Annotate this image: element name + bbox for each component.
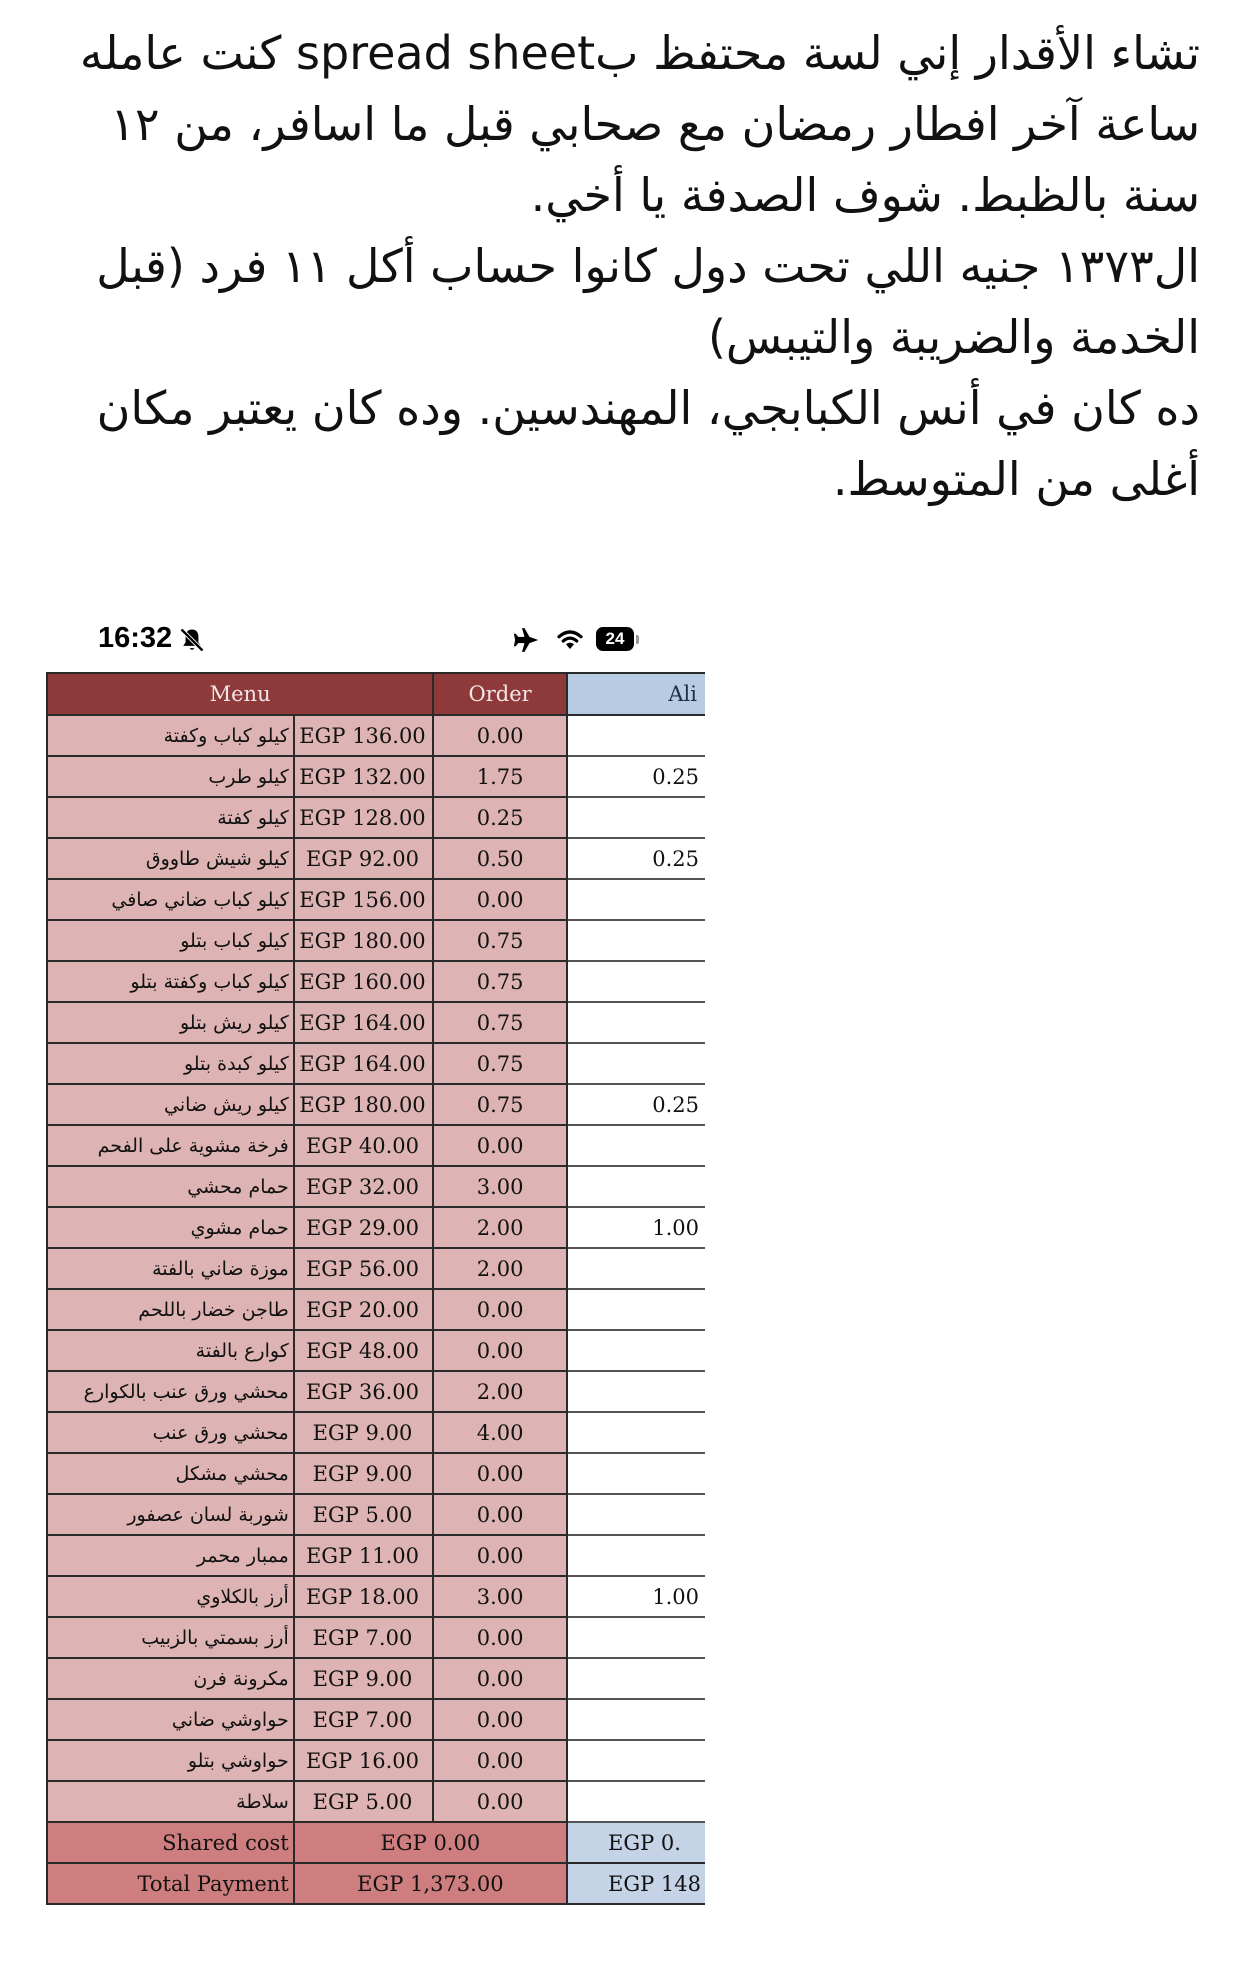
ali-quantity[interactable] xyxy=(567,1535,705,1576)
ali-quantity[interactable]: 1.00 xyxy=(567,1576,705,1617)
order-quantity[interactable]: 0.00 xyxy=(433,1289,567,1330)
menu-item-price[interactable]: EGP 9.00 xyxy=(294,1453,433,1494)
menu-item-name[interactable]: كيلو ريش بتلو xyxy=(47,1002,294,1043)
table-row xyxy=(47,1371,705,1412)
menu-item-name[interactable]: أرز بالكلاوي xyxy=(47,1576,294,1617)
menu-item-name[interactable]: كيلو طرب xyxy=(47,756,294,797)
ali-quantity[interactable] xyxy=(567,1166,705,1207)
menu-item-price[interactable]: EGP 36.00 xyxy=(294,1371,433,1412)
menu-item-price[interactable]: EGP 20.00 xyxy=(294,1289,433,1330)
order-quantity[interactable]: 0.00 xyxy=(433,879,567,920)
ali-quantity[interactable] xyxy=(567,1453,705,1494)
ali-quantity[interactable] xyxy=(567,797,705,838)
order-quantity[interactable]: 0.75 xyxy=(433,1084,567,1125)
menu-item-name[interactable]: موزة ضاني بالفتة xyxy=(47,1248,294,1289)
menu-item-name[interactable]: ممبار محمر xyxy=(47,1535,294,1576)
ali-quantity[interactable] xyxy=(567,1699,705,1740)
order-quantity[interactable]: 0.00 xyxy=(433,1330,567,1371)
menu-item-price[interactable]: EGP 164.00 xyxy=(294,1002,433,1043)
menu-item-name[interactable]: حواوشي ضاني xyxy=(47,1699,294,1740)
order-quantity[interactable]: 2.00 xyxy=(433,1371,567,1412)
menu-item-price[interactable]: EGP 92.00 xyxy=(294,838,433,879)
order-quantity[interactable]: 4.00 xyxy=(433,1412,567,1453)
menu-item-name[interactable]: طاجن خضار باللحم xyxy=(47,1289,294,1330)
table-row xyxy=(47,1330,705,1371)
header-order[interactable]: Order xyxy=(433,673,567,715)
menu-item-name[interactable]: كيلو كباب ضاني صافي xyxy=(47,879,294,920)
menu-item-name[interactable]: حمام مشوي xyxy=(47,1207,294,1248)
menu-item-name[interactable]: شوربة لسان عصفور xyxy=(47,1494,294,1535)
ali-quantity[interactable]: 0.25 xyxy=(567,1084,705,1125)
ali-quantity[interactable] xyxy=(567,879,705,920)
order-quantity[interactable]: 0.00 xyxy=(433,1535,567,1576)
ali-quantity[interactable] xyxy=(567,1125,705,1166)
table-row xyxy=(47,1535,705,1576)
summary-row xyxy=(47,1863,705,1904)
order-quantity[interactable]: 0.25 xyxy=(433,797,567,838)
ali-quantity[interactable] xyxy=(567,1412,705,1453)
summary-ali-value[interactable]: EGP 148 xyxy=(567,1863,705,1904)
post-paragraph-2: ال١٣٧٣ جنيه اللي تحت دول كانوا حساب أكل ١١ فرد (قبل الخدمة والضريبة والتيبس) xyxy=(96,239,1200,364)
menu-item-name[interactable]: كيلو كباب بتلو xyxy=(47,920,294,961)
ali-quantity[interactable] xyxy=(567,715,705,756)
table-row xyxy=(47,961,705,1002)
summary-label[interactable]: Shared cost xyxy=(47,1822,294,1863)
table-row xyxy=(47,920,705,961)
order-quantity[interactable]: 0.00 xyxy=(433,1658,567,1699)
ali-quantity[interactable] xyxy=(567,961,705,1002)
summary-row xyxy=(47,1822,705,1863)
order-quantity[interactable]: 0.00 xyxy=(433,1740,567,1781)
embedded-screenshot xyxy=(40,610,705,1976)
menu-item-name[interactable]: حواوشي بتلو xyxy=(47,1740,294,1781)
menu-item-price[interactable]: EGP 18.00 xyxy=(294,1576,433,1617)
menu-item-price[interactable]: EGP 5.00 xyxy=(294,1494,433,1535)
table-row xyxy=(47,1207,705,1248)
order-quantity[interactable]: 0.50 xyxy=(433,838,567,879)
menu-item-price[interactable]: EGP 164.00 xyxy=(294,1043,433,1084)
summary-label[interactable]: Total Payment xyxy=(47,1863,294,1904)
menu-item-name[interactable]: كيلو شيش طاووق xyxy=(47,838,294,879)
menu-item-name[interactable]: محشي مشكل xyxy=(47,1453,294,1494)
ali-quantity[interactable] xyxy=(567,1043,705,1084)
table-row xyxy=(47,1617,705,1658)
order-quantity[interactable]: 0.00 xyxy=(433,1494,567,1535)
order-quantity[interactable]: 3.00 xyxy=(433,1576,567,1617)
order-quantity[interactable]: 0.00 xyxy=(433,715,567,756)
table-row xyxy=(47,1166,705,1207)
order-quantity[interactable]: 0.00 xyxy=(433,1781,567,1822)
ali-quantity[interactable] xyxy=(567,1617,705,1658)
bell-slash-icon xyxy=(178,626,206,654)
order-quantity[interactable]: 0.75 xyxy=(433,1043,567,1084)
ali-quantity[interactable] xyxy=(567,1002,705,1043)
menu-item-price[interactable]: EGP 5.00 xyxy=(294,1781,433,1822)
wifi-icon xyxy=(554,624,586,654)
table-row xyxy=(47,1453,705,1494)
order-quantity[interactable]: 2.00 xyxy=(433,1248,567,1289)
table-row xyxy=(47,1248,705,1289)
menu-item-name[interactable]: كيلو ريش ضاني xyxy=(47,1084,294,1125)
order-quantity[interactable]: 3.00 xyxy=(433,1166,567,1207)
header-row xyxy=(47,673,705,715)
table-row xyxy=(47,1699,705,1740)
menu-item-price[interactable]: EGP 9.00 xyxy=(294,1412,433,1453)
table-row xyxy=(47,1084,705,1125)
post-text xyxy=(40,18,1200,515)
menu-item-name[interactable]: كيلو كباب وكفتة بتلو xyxy=(47,961,294,1002)
post-paragraph-1: تشاء الأقدار إني لسة محتفظ بspread sheet كنت عامله ساعة آخر افطار رمضان مع صحابي قبل ما اسافر، من ١٢ سنة بالظبط. شوف الصدفة يا أخي. xyxy=(79,26,1200,222)
header-ali[interactable]: Ali xyxy=(567,673,705,715)
ali-quantity[interactable] xyxy=(567,1740,705,1781)
battery-nub xyxy=(636,635,639,644)
status-time: 16:32 xyxy=(98,622,173,654)
summary-value[interactable]: EGP 0.00 xyxy=(294,1822,567,1863)
table-row xyxy=(47,1658,705,1699)
table-row xyxy=(47,1043,705,1084)
menu-item-price[interactable]: EGP 40.00 xyxy=(294,1125,433,1166)
menu-item-price[interactable]: EGP 16.00 xyxy=(294,1740,433,1781)
table-row xyxy=(47,1576,705,1617)
ali-quantity[interactable] xyxy=(567,1658,705,1699)
status-bar xyxy=(40,610,705,670)
table-row xyxy=(47,1740,705,1781)
menu-item-name[interactable]: كيلو كفتة xyxy=(47,797,294,838)
table-row xyxy=(47,1781,705,1822)
ali-quantity[interactable] xyxy=(567,1494,705,1535)
order-quantity[interactable]: 0.75 xyxy=(433,1002,567,1043)
table-row xyxy=(47,797,705,838)
menu-item-price[interactable]: EGP 32.00 xyxy=(294,1166,433,1207)
menu-item-name[interactable]: سلاطة xyxy=(47,1781,294,1822)
table-row xyxy=(47,1002,705,1043)
table-row xyxy=(47,1412,705,1453)
menu-item-name[interactable]: كيلو كبدة بتلو xyxy=(47,1043,294,1084)
table-row xyxy=(47,756,705,797)
table-row xyxy=(47,715,705,756)
menu-item-price[interactable]: EGP 7.00 xyxy=(294,1699,433,1740)
summary-value[interactable]: EGP 1,373.00 xyxy=(294,1863,567,1904)
ali-quantity[interactable]: 0.25 xyxy=(567,838,705,879)
menu-item-name[interactable]: كوارع بالفتة xyxy=(47,1330,294,1371)
menu-item-price[interactable]: EGP 7.00 xyxy=(294,1617,433,1658)
menu-item-name[interactable]: محشي ورق عنب xyxy=(47,1412,294,1453)
post-paragraph-3: ده كان في أنس الكبابجي، المهندسين. وده كان يعتبر مكان أغلى من المتوسط. xyxy=(96,381,1200,506)
table-row xyxy=(47,1289,705,1330)
ali-quantity[interactable] xyxy=(567,1248,705,1289)
order-quantity[interactable]: 0.00 xyxy=(433,1617,567,1658)
menu-item-price[interactable]: EGP 160.00 xyxy=(294,961,433,1002)
menu-item-name[interactable]: أرز بسمتي بالزبيب xyxy=(47,1617,294,1658)
menu-item-price[interactable]: EGP 180.00 xyxy=(294,1084,433,1125)
ali-quantity[interactable] xyxy=(567,920,705,961)
ali-quantity[interactable] xyxy=(567,1781,705,1822)
airplane-icon xyxy=(512,625,542,655)
menu-item-price[interactable]: EGP 136.00 xyxy=(294,715,433,756)
menu-item-price[interactable]: EGP 156.00 xyxy=(294,879,433,920)
battery-level: 24 xyxy=(596,627,634,651)
menu-item-name[interactable]: كيلو كباب وكفتة xyxy=(47,715,294,756)
menu-item-name[interactable]: حمام محشي xyxy=(47,1166,294,1207)
order-quantity[interactable]: 1.75 xyxy=(433,756,567,797)
spreadsheet xyxy=(46,672,705,1905)
order-quantity[interactable]: 0.75 xyxy=(433,961,567,1002)
menu-item-name[interactable]: محشي ورق عنب بالكوارع xyxy=(47,1371,294,1412)
menu-item-name[interactable]: مكرونة فرن xyxy=(47,1658,294,1699)
table-row xyxy=(47,1125,705,1166)
ali-quantity[interactable]: 0.25 xyxy=(567,756,705,797)
ali-quantity[interactable] xyxy=(567,1330,705,1371)
table-row xyxy=(47,838,705,879)
order-quantity[interactable]: 0.00 xyxy=(433,1453,567,1494)
menu-item-name[interactable]: فرخة مشوية على الفحم xyxy=(47,1125,294,1166)
menu-item-price[interactable]: EGP 128.00 xyxy=(294,797,433,838)
menu-item-price[interactable]: EGP 11.00 xyxy=(294,1535,433,1576)
order-quantity[interactable]: 0.75 xyxy=(433,920,567,961)
order-quantity[interactable]: 0.00 xyxy=(433,1699,567,1740)
ali-quantity[interactable]: 1.00 xyxy=(567,1207,705,1248)
header-menu[interactable]: Menu xyxy=(47,673,433,715)
table-row xyxy=(47,1494,705,1535)
menu-item-price[interactable]: EGP 48.00 xyxy=(294,1330,433,1371)
menu-item-price[interactable]: EGP 132.00 xyxy=(294,756,433,797)
ali-quantity[interactable] xyxy=(567,1371,705,1412)
ali-quantity[interactable] xyxy=(567,1289,705,1330)
battery-icon xyxy=(596,625,642,653)
menu-item-price[interactable]: EGP 9.00 xyxy=(294,1658,433,1699)
order-quantity[interactable]: 2.00 xyxy=(433,1207,567,1248)
order-quantity[interactable]: 0.00 xyxy=(433,1125,567,1166)
menu-item-price[interactable]: EGP 56.00 xyxy=(294,1248,433,1289)
menu-item-price[interactable]: EGP 180.00 xyxy=(294,920,433,961)
table-row xyxy=(47,879,705,920)
menu-item-price[interactable]: EGP 29.00 xyxy=(294,1207,433,1248)
summary-ali-value[interactable]: EGP 0. xyxy=(567,1822,705,1863)
